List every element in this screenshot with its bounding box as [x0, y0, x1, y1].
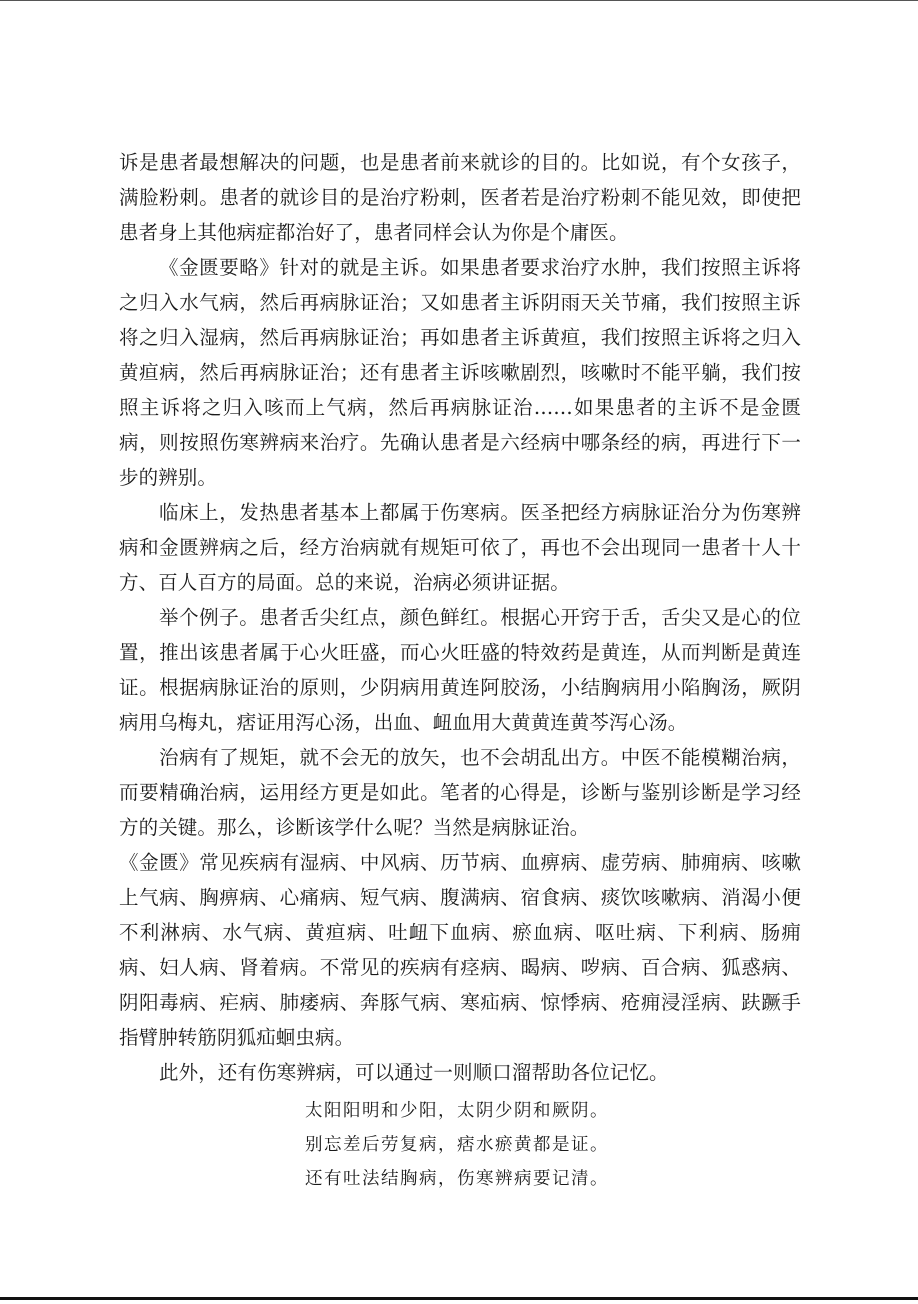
- paragraph-6: 《金匮》常见疾病有湿病、中风病、历节病、血痹病、虚劳病、肺痈病、咳嗽上气病、胸痹病、心痛病、短气病、腹满病、宿食病、痰饮咳嗽病、消渴小便不利淋病、水气病、黄疸病、吐衄下血病、瘀血病、呕吐病、下利病、肠痈病、妇人病、肾着病。不常见的疾病有痉病、暍病、哕病、百合病、狐惑病、阴阳毒病、疟病、肺痿病、奔豚气病、寒疝病、惊悸病、疮痈浸淫病、趺蹶手指臂肿转筋阴狐疝蛔虫病。: [119, 851, 801, 1049]
- mnemonic-verse: [119, 1094, 801, 1196]
- paragraph-3: 临床上，发热患者基本上都属于伤寒病。医圣把经方病脉证治分为伤寒辨病和金匮辨病之后，经方治病就有规矩可依了，再也不会出现同一患者十人十方、百人百方的局面。总的来说，治病必须讲证据。: [119, 501, 801, 594]
- paragraph-5: 治病有了规矩，就不会无的放矢，也不会胡乱出方。中医不能模糊治病，而要精确治病，运用经方更是如此。笔者的心得是，诊断与鉴别诊断是学习经方的关键。那么，诊断该学什么呢？当然是病脉证治。: [119, 746, 801, 839]
- top-rule: [0, 0, 918, 1]
- paragraph-4: 举个例子。患者舌尖红点，颜色鲜红。根据心开窍于舌，舌尖又是心的位置，推出该患者属于心火旺盛，而心火旺盛的特效药是黄连，从而判断是黄连证。根据病脉证治的原则，少阴病用黄连阿胶汤，小结胸病用小陷胸汤，厥阴病用乌梅丸，痞证用泻心汤，出血、衄血用大黄黄连黄芩泻心汤。: [119, 606, 801, 734]
- bottom-rule: [0, 1297, 918, 1300]
- paragraph-1: 诉是患者最想解决的问题，也是患者前来就诊的目的。比如说，有个女孩子，满脸粉刺。患者的就诊目的是治疗粉刺，医者若是治疗粉刺不能见效，即使把患者身上其他病症都治好了，患者同样会认为你是个庸医。: [119, 151, 801, 244]
- verse-line-2: 别忘差后劳复病，痞水瘀黄都是证。: [305, 1135, 609, 1155]
- page-body: [119, 145, 801, 1196]
- verse-line-1: 太阳阳明和少阳，太阴少阴和厥阴。: [305, 1101, 609, 1121]
- verse-line-3: 还有吐法结胸病，伤寒辨病要记清。: [305, 1169, 609, 1189]
- paragraph-7: 此外，还有伤寒辨病，可以通过一则顺口溜帮助各位记忆。: [159, 1061, 669, 1084]
- paragraph-2: 《金匮要略》针对的就是主诉。如果患者要求治疗水肿，我们按照主诉将之归入水气病，然后再病脉证治；又如患者主诉阴雨天关节痛，我们按照主诉将之归入湿病，然后再病脉证治；再如患者主诉黄疸，我们按照主诉将之归入黄疸病，然后再病脉证治；还有患者主诉咳嗽剧烈，咳嗽时不能平躺，我们按照主诉将之归入咳而上气病，然后再病脉证治……如果患者的主诉不是金匮病，则按照伤寒辨病来治疗。先确认患者是六经病中哪条经的病，再进行下一步的辨别。: [119, 256, 801, 489]
